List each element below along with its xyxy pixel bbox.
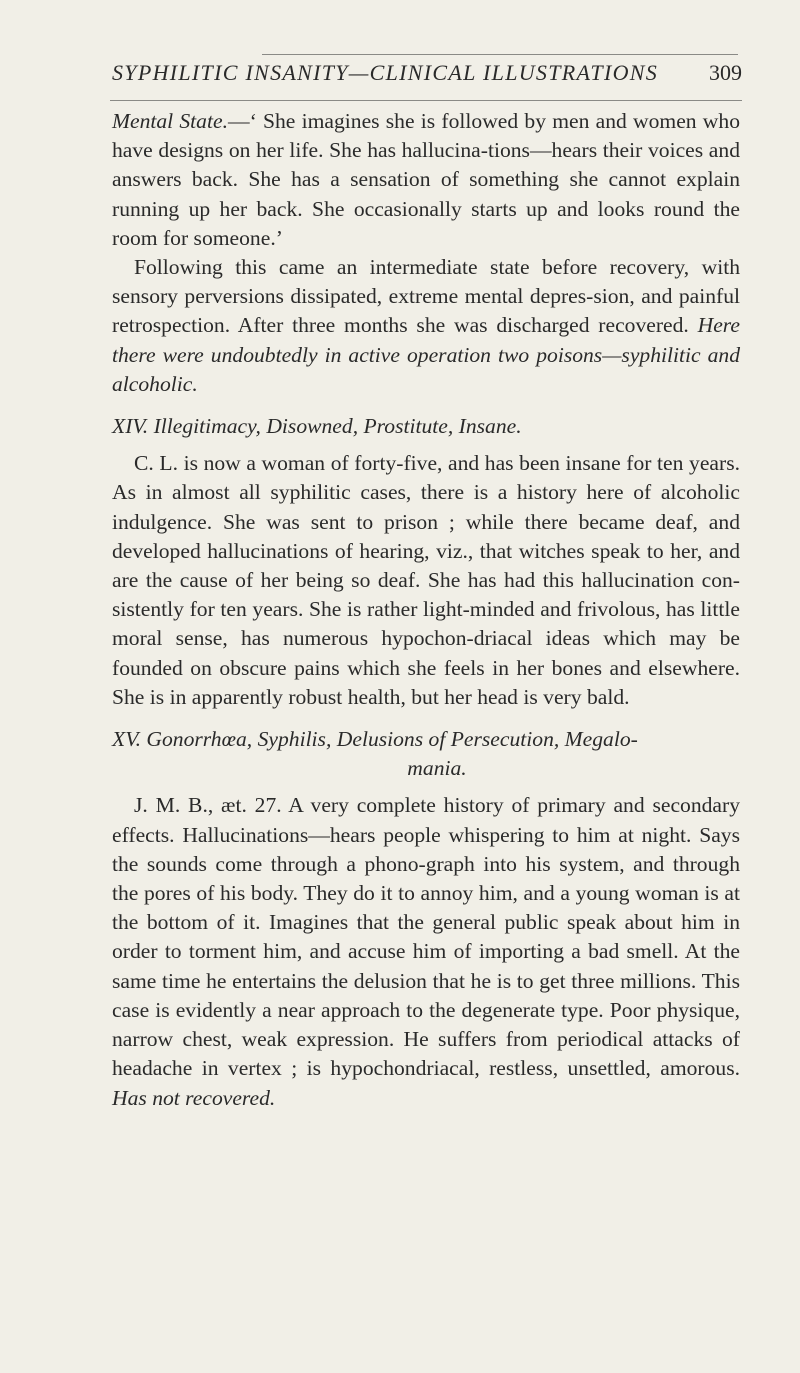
header-rule-top (262, 54, 738, 55)
header-rule (110, 100, 742, 101)
body-text (112, 107, 740, 1113)
case-15-heading-line1: XV. Gonorrhœa, Syphilis, Delusions of Persecution, Megalo- (112, 727, 638, 752)
mental-state-paragraph (112, 107, 740, 253)
case-14-paragraph: C. L. is now a woman of forty-five, and has been insane for ten years. As in almost all syphilitic cases, there is a history here of alcoholic indulgence. She was sent to prison ; while there became deaf, and developed hallucinations of hearing, viz., that witches speak to her, and are the cause of her being so deaf. She has had this hallucination con-sistently for ten years. She is rather light-minded and frivolous, has little moral sense, has numerous hypochon-driacal ideas which may be founded on obscure pains which she feels in her bones and elsewhere. She is in apparently robust health, but her head is very bald. (112, 451, 740, 709)
case-15-heading (112, 725, 740, 783)
recovery-italic: Here there were undoubtedly in active operation two poisons—syphilitic and alcoholic. (112, 313, 740, 396)
case-15-heading-line2: mania. (407, 756, 467, 781)
case-15-text: J. M. B., æt. 27. A very complete history of primary and secondary effects. Hallucinations—hears people whispering to him at night. Says the sounds come through a phono-graph into his system, and through the pores of his body. They do it to annoy him, and a young woman is at the bottom of it. Imagines that the general public speak about him in order to torment him, and accuse him of importing a bad smell. At the same time he entertains the delusion that he is to get three millions. This case is evidently a near approach to the degenerate type. Poor physique, narrow chest, weak expression. He suffers from periodical attacks of headache in vertex ; is hypochondriacal, restless, unsettled, amorous. (112, 793, 740, 1081)
mental-state-label: Mental State. (112, 109, 228, 133)
case-15-paragraph (112, 791, 740, 1112)
running-head (112, 60, 742, 86)
recovery-paragraph (112, 253, 740, 399)
mental-state-text: —‘ She imagines she is followed by men and women who have designs on her life. She has hallucina-tions—hears their voices and answers back. She has a sensation of something she cannot explain running up her back. She occasionally starts up and looks round the room for someone.’ (112, 109, 740, 250)
page-number: 309 (709, 60, 742, 85)
recovery-text: Following this came an intermediate state before recovery, with sensory perversions dissipated, extreme mental depres-sion, and painful retrospection. After three months she was discharged recovered. (112, 255, 740, 338)
case-14-heading: XIV. Illegitimacy, Disowned, Prostitute, Insane. (112, 414, 522, 439)
case-15-italic: Has not recovered. (112, 1085, 276, 1110)
running-title: SYPHILITIC INSANITY—CLINICAL ILLUSTRATIONS (112, 60, 659, 85)
